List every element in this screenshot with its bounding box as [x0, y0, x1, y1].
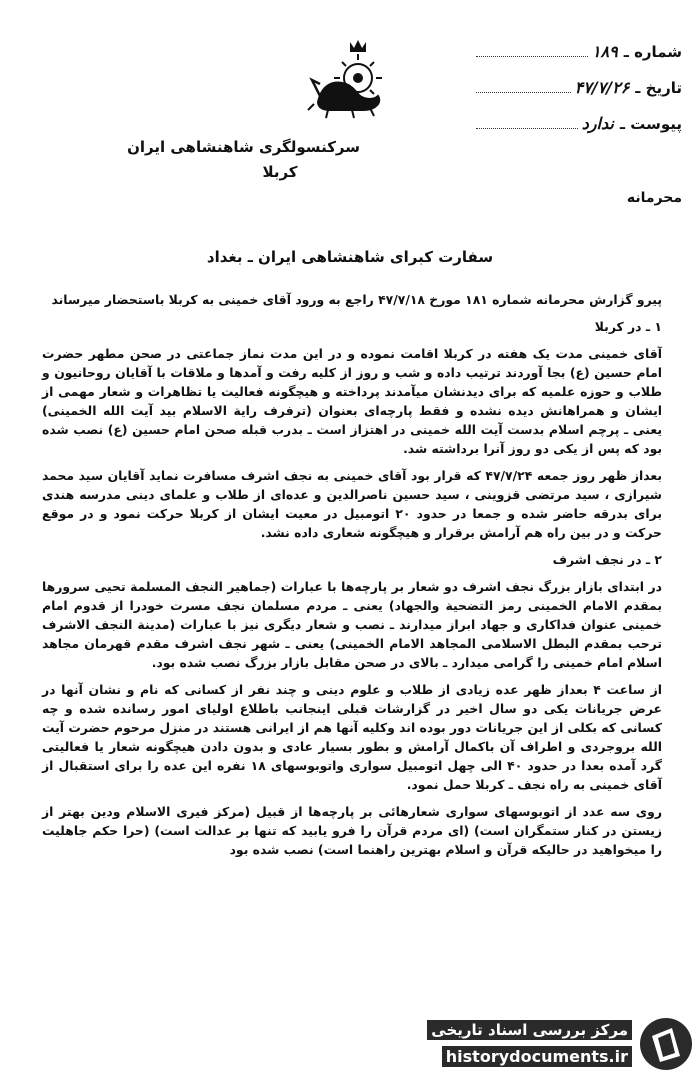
date-label: تاریخ ـ [635, 78, 682, 97]
watermark-site: historydocuments.ir [442, 1046, 632, 1067]
paragraph: از ساعت ۴ بعداز ظهر عده زیادی از طلاب و علوم دینی و چند نفر از کسانی که نام و نشان آنها در عرض جریانات یکی دو سال اخیر در گزارشات قبلی اینجانب باطلاع اولیای امور رسانده شده و چه کسانی که بکلی از این جریانات دور بوده اند وکلیه آنها هم از ایرانی هستند در منزل مرحوم حضرت آیت الله بروجردی و اطراف آن باکمال آرامش و بطور بسیار عادی و بدون دادن هیچگونه شعار یا فعالیتی گرد آمده بعدا در حدود ۴۰ الی چهل اتومبیل سواری واتوبوسهای ۱۸ نفره این عده را برای استقبال از آقای خمینی به راه نجف ـ کربلا حمل نمود. [42, 682, 662, 792]
date-row [472, 70, 682, 106]
watermark-org-name: مرکز بررسی اسناد تاریخی [427, 1020, 632, 1040]
number-row [472, 34, 682, 70]
number-label: شماره ـ [623, 42, 682, 61]
archive-logo-icon [638, 1016, 694, 1072]
organization-name: سرکنسولگری شاهنشاهی ایران [127, 138, 360, 156]
document-body [42, 290, 662, 867]
document-meta [472, 34, 682, 142]
attachment-value: ندارد [581, 114, 614, 133]
dotted-line [476, 84, 571, 93]
date-value: ۴۷/۷/۲۶ [574, 78, 630, 97]
watermark [430, 1016, 694, 1072]
paragraph: آقای خمینی مدت یک هفته در کربلا اقامت نموده و در این مدت نماز جماعتی در صحن مطهر حضرت امام حسین (ع) بجا آوردند ترتیب داده و شب و روز از کلیه رفت و آمدها و ملاقات با آقایان روحانیون و طلاب و حوزه علمیه که برای دیدنشان میآمدند پرداخته و هیچگونه فعالیت یا تظاهرات و شعار مهمی از ایشان و همراهانش دیده نشده و فقط پارچه‌ای بعنوان (ترفرف رایة الاسلام بید آیت الله الخمینی) یعنی ـ پرچم اسلام بدست آیت الله خمینی در اهتزاز است ـ بدرب قبله صحن امام حسین (ع) نصب شده بود که پس از یکی دو روز آنرا برداشته شد. [42, 346, 662, 456]
classification-stamp: محرمانه [626, 190, 682, 206]
intro-paragraph: پیرو گزارش محرمانه شماره ۱۸۱ مورخ ۴۷/۷/۱۸ راجع به ورود آقای خمینی به کربلا باستحضار میرساند [51, 292, 662, 307]
section-heading-karbala: ۱ ـ در کربلا [594, 319, 662, 334]
lion-and-sun-emblem [300, 40, 396, 120]
attachment-label: پیوست ـ [619, 114, 682, 133]
attachment-row [472, 106, 682, 142]
number-value: ۱۸۹ [591, 42, 618, 61]
addressee-line: سفارت کبرای شاهنشاهی ایران ـ بغداد [206, 248, 494, 266]
dotted-line [476, 120, 578, 129]
dotted-line [476, 48, 588, 57]
paragraph: بعداز ظهر روز جمعه ۴۷/۷/۲۴ که قرار بود آقای خمینی به نجف اشرف مسافرت نماید آقایان سید محمد شیرازی ، سید مرتضی قزوینی ، سید حسین ناصرالدین و عده‌ای از طلاب و علمای دینی مدرسه هندی برای بدرقه حاضر شده و جمعا در حدود ۲۰ اتومبیل در معیت ایشان از کربلا حرکت نمود و در موقع حرکت و در بین راه هم آرامش برقرار و هیچگونه شعاری داده نشد. [42, 468, 662, 540]
section-heading-najaf: ۲ ـ در نجف اشرف [552, 552, 662, 567]
paragraph: روی سه عدد از اتوبوسهای سواری شعارهائی بر پارچه‌ها از قبیل (مرکز فیری الاسلام ودین بهتر از زیستن در کنار ستمگران است) (ای مردم قرآن را فرو یابید که تنها بر عدالت است) (حرا حکم جاهلیت را میخواهید در حالیکه قرآن و اسلام بهترین راهنما است) نصب شده بود [42, 804, 662, 857]
paragraph: در ابتدای بازار بزرگ نجف اشرف دو شعار بر پارچه‌ها با عبارات (جماهیر النجف المسلمة تحیی سرورها بمقدم الامام الخمینی رمز التضحیة والجهاد) یعنی ـ مردم مسلمان نجف مسرت خودرا از قدوم امام خمینی عنوان فداکاری و جهاد ابراز میدارند ـ نصب و شعار دیگری نیز با عبارات (مدینة النجف الاشرف ترحب بمقدم البطل الاسلامی المجاهد الامام الخمینی) یعنی ـ شهر نجف اشرف مقدم قهرمان مجاهد اسلام امام خمینی را گرامی میدارد ـ بالای در صحن مقابل بازار بزرگ نصب شده بود. [42, 579, 662, 670]
city-name: کربلا [262, 163, 298, 181]
